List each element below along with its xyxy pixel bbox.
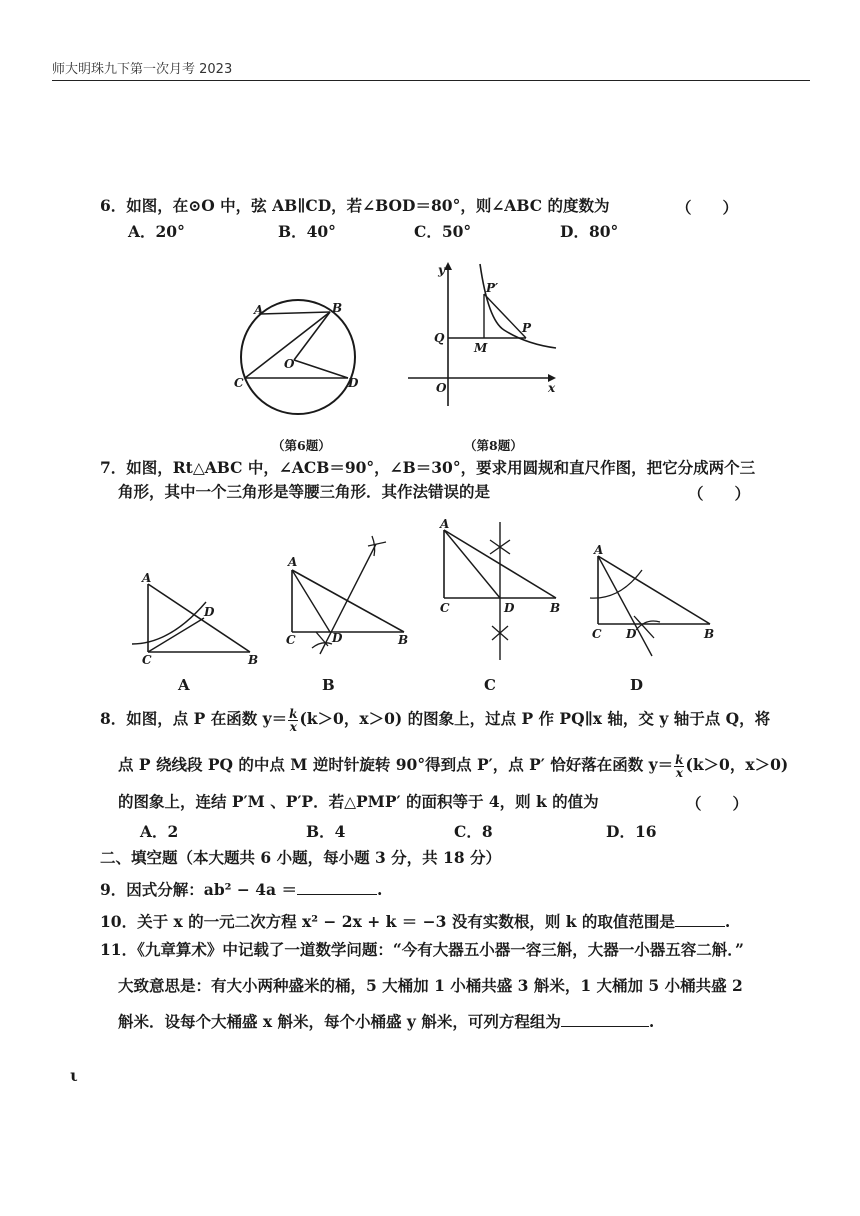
page-header: 师大明珠九下第一次月考 2023 (52, 62, 233, 77)
fig6-label-d: D (348, 376, 359, 390)
q8-frac2-numerator: k (675, 752, 684, 767)
fig7-option-c-label: C (484, 676, 496, 694)
fig6-label-o: O (284, 357, 295, 371)
fig7a-label-b: B (248, 653, 259, 667)
q8-option-d: D．16 (606, 822, 657, 841)
figure-6-circle-diagram (230, 290, 370, 430)
fig7c-label-c: C (440, 601, 450, 615)
q9-line (100, 880, 382, 900)
figure-7d-diagram (590, 543, 720, 661)
q10-answer-blank[interactable] (675, 912, 725, 927)
q8-frac2-denominator: x (675, 765, 683, 780)
q8-line1 (100, 706, 770, 733)
fig7c-label-a: A (440, 517, 450, 531)
figure-7a-diagram (130, 572, 270, 667)
fig7a-label-d: D (204, 605, 215, 619)
header-rule (52, 80, 810, 81)
q10-end: . (724, 912, 731, 931)
q9-text: 9．因式分解：ab² − 4a ＝ (100, 880, 297, 899)
fig8-label-y: y (438, 263, 445, 277)
fig7b-label-d: D (332, 631, 343, 645)
fig7b-label-a: A (288, 555, 298, 569)
q11-text: 斛米．设每个大桶盛 x 斛米，每个小桶盛 y 斛米，可列方程组为 (118, 1012, 561, 1031)
fig7-option-a-label: A (178, 676, 190, 694)
q8-fraction-k-over-x (288, 708, 298, 733)
fig6-caption: （第6题） (272, 438, 331, 453)
fig7a-label-c: C (142, 653, 152, 667)
section-2-title: 二、填空题（本大题共 6 小题，每小题 3 分，共 18 分） (100, 848, 502, 867)
q8-answer-paren: （ ） (686, 794, 749, 813)
fig7d-label-d: D (626, 627, 637, 641)
q8-option-a: A．2 (140, 822, 179, 841)
fig6-label-c: C (234, 376, 244, 390)
fig8-label-m: M (474, 341, 488, 355)
q6-option-d: D．80° (560, 222, 619, 241)
q8-line1-end: (k＞0，x＞0) 的图象上，过点 P 作 PQ∥x 轴，交 y 轴于点 Q，将 (299, 709, 771, 728)
q8-line1-start: 8．如图，点 P 在函数 y＝ (100, 709, 288, 728)
q11-answer-blank[interactable] (561, 1012, 649, 1027)
fig7-option-d-label: D (630, 676, 644, 694)
fig8-label-p-prime: P′ (486, 281, 499, 295)
q11-end: . (648, 1012, 655, 1031)
q6-option-b: B．40° (278, 222, 336, 241)
figure-7c-diagram (436, 517, 576, 670)
q11-line2: 大致意思是：有大小两种盛米的桶，5 大桶加 1 小桶共盛 3 斛米，1 大桶加 5 小桶共盛 2 (118, 976, 743, 995)
fig7d-label-b: B (704, 627, 715, 641)
q7-stem-line2: 角形，其中一个三角形是等腰三角形．其作法错误的是 (118, 482, 491, 501)
q10-line (100, 912, 730, 932)
q6-stem: 6．如图，在⊙O 中，弦 AB∥CD，若∠BOD＝80°，则∠ABC 的度数为 (100, 196, 610, 215)
fig7d-label-a: A (594, 543, 604, 557)
fig7b-label-b: B (398, 633, 409, 647)
q7-answer-paren: （ ） (688, 484, 751, 503)
q7-stem-line1: 7．如图，Rt△ABC 中，∠ACB＝90°，∠B＝30°，要求用圆规和直尺作图，把它分成两个三 (100, 458, 756, 477)
corner-mark: ι (70, 1066, 78, 1085)
q9-answer-blank[interactable] (297, 880, 377, 895)
q8-line2 (118, 752, 788, 779)
q11-line3 (118, 1012, 654, 1032)
fig8-label-o: O (436, 381, 447, 395)
q10-text: 10．关于 x 的一元二次方程 x² − 2x + k ＝ −3 没有实数根，则 k 的取值范围是 (100, 912, 675, 931)
q9-end: . (376, 880, 383, 899)
fig6-label-b: B (332, 301, 343, 315)
q8-line3: 的图象上，连结 P′M 、P′P．若△PMP′ 的面积等于 4，则 k 的值为 (118, 792, 599, 811)
fig7d-label-c: C (592, 627, 602, 641)
q8-frac-numerator: k (289, 706, 298, 721)
fig8-caption: （第8题） (464, 438, 523, 453)
q8-line2-start: 点 P 绕线段 PQ 的中点 M 逆时针旋转 90°得到点 P′，点 P′ 恰好落在函数 y＝ (118, 755, 674, 774)
q8-frac-denominator: x (289, 719, 297, 734)
fig8-label-p: P (522, 321, 532, 335)
fig6-label-a: A (254, 303, 264, 317)
q11-line1: 11．《九章算术》中记载了一道数学问题：“今有大器五小器一容三斛，大器一小器五容二斛．” (100, 940, 744, 959)
q8-fraction-k-over-x-2 (674, 754, 684, 779)
q8-option-b: B．4 (306, 822, 346, 841)
figure-7b-arc-marks (364, 536, 394, 576)
figure-7b-diagram (284, 555, 414, 660)
fig7a-label-a: A (142, 571, 152, 585)
q6-answer-paren: （ ） (676, 198, 739, 217)
q6-option-c: C．50° (414, 222, 472, 241)
figure-8-hyperbola-diagram (404, 260, 564, 410)
q8-line2-end: (k＞0，x＞0) (685, 755, 789, 774)
q8-option-c: C．8 (454, 822, 493, 841)
fig8-label-q: Q (434, 331, 445, 345)
fig7c-label-d: D (504, 601, 515, 615)
q6-option-a: A．20° (128, 222, 185, 241)
fig7b-label-c: C (286, 633, 296, 647)
fig7-option-b-label: B (322, 676, 335, 694)
fig7c-label-b: B (550, 601, 561, 615)
fig8-label-x: x (548, 381, 556, 395)
